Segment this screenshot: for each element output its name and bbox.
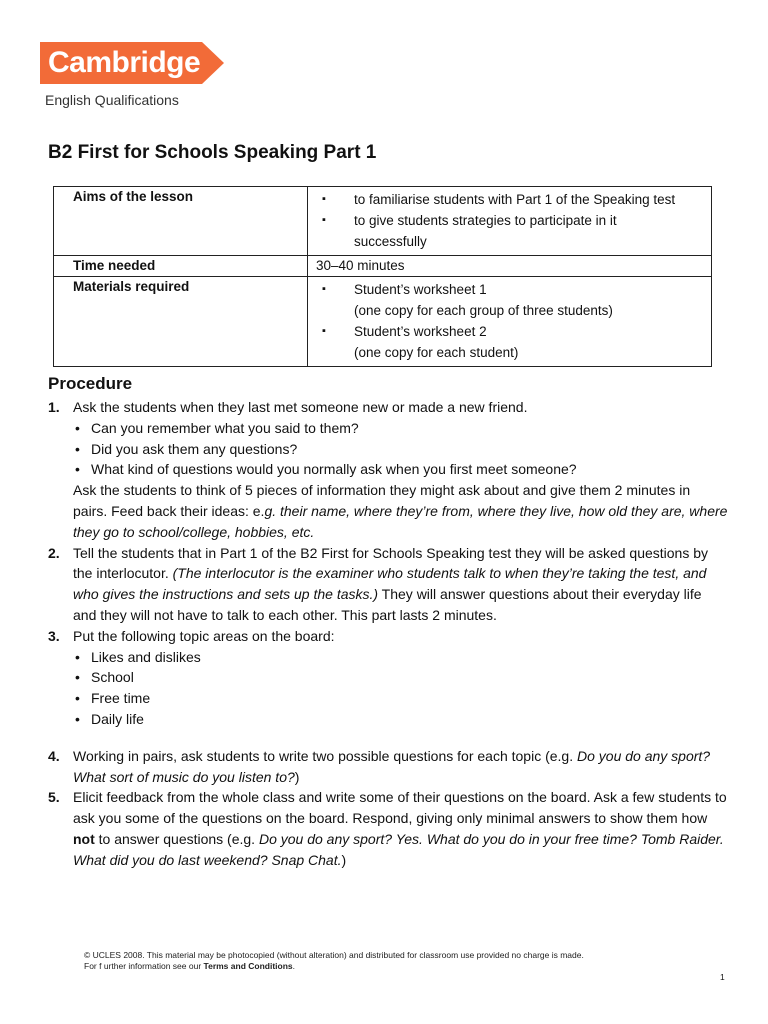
step-2-text-a: Tell the students that in Part 1 of the B2 First for Schools Speaking test they will be asked questions by the interlocutor. — [73, 544, 709, 582]
materials-row — [54, 277, 712, 367]
step-3-intro: Put the following topic areas on the board: — [73, 627, 335, 644]
aims-row — [54, 187, 712, 256]
procedure-steps — [48, 397, 728, 871]
step-4-text-a: Working in pairs, ask students to write two possible questions for each topic (e.g. — [73, 747, 577, 764]
list-item: • Can you remember what you said to them? — [73, 418, 728, 439]
step-2-note: (The interlocutor is the examiner who students talk to when they’re taking the test, and who gives the instructions and sets up the tasks.) — [73, 565, 707, 603]
step-2 — [48, 543, 728, 626]
step-5-text-e: ) — [341, 851, 347, 868]
list-item: • Did you ask them any questions? — [73, 439, 728, 460]
logo-badge — [40, 42, 202, 84]
time-row — [54, 256, 712, 277]
procedure-heading: Procedure — [48, 374, 133, 393]
spacer — [48, 730, 728, 746]
materials-label: Materials required — [54, 277, 308, 367]
step-1-text: Ask the students to think of 5 pieces of information they might ask about and give them 2 minutes in pairs. Feed back their ideas: e. — [73, 482, 691, 519]
step-1-intro: Ask the students when they last met someone new or made a new friend. — [73, 399, 528, 415]
list-item: • School — [73, 667, 728, 688]
materials-item: ▪ Student’s worksheet 2 — [316, 321, 705, 342]
list-item: • Likes and dislikes — [73, 647, 728, 668]
aims-item-continued: successfully — [354, 234, 427, 249]
copyright-footer — [84, 950, 584, 972]
step-number: 2. — [48, 544, 60, 561]
materials-item: ▪ Student’s worksheet 1 — [316, 279, 705, 300]
step-5 — [48, 787, 728, 870]
page-title: B2 First for Schools Speaking Part 1 — [48, 142, 377, 163]
step-1 — [48, 397, 728, 543]
materials-value — [308, 277, 712, 367]
step-5-paragraph — [73, 787, 728, 870]
step-5-emphasis: not — [73, 830, 95, 847]
step-number: 4. — [48, 747, 60, 764]
lesson-info-table — [53, 186, 712, 367]
footer-text: For f urther information see our — [84, 961, 204, 971]
aims-item: ▪ to give students strategies to participate in it — [316, 210, 705, 231]
page-number: 1 — [720, 972, 725, 982]
step-3 — [48, 626, 728, 730]
step-number: 1. — [48, 399, 60, 415]
footer-line-2 — [84, 961, 584, 972]
list-item: • Free time — [73, 688, 728, 709]
list-item: • What kind of questions would you normally ask when you first meet someone? — [73, 459, 728, 480]
step-number: 5. — [48, 789, 60, 806]
time-label: Time needed — [54, 256, 308, 277]
footer-line-1: © UCLES 2008. This material may be photocopied (without alteration) and distributed for classroom use provided no charge is made. — [84, 950, 584, 960]
brand-name: Cambridge — [48, 46, 201, 79]
cambridge-logo — [40, 42, 202, 108]
step-4-paragraph — [73, 746, 728, 788]
step-5-text-c: to answer questions (e.g. — [94, 830, 259, 847]
aims-label: Aims of the lesson — [54, 187, 308, 256]
brand-subtitle: English Qualifications — [45, 92, 179, 108]
aims-item: ▪ to familiarise students with Part 1 of the Speaking test — [316, 189, 705, 210]
terms-link[interactable]: Terms and Conditions — [203, 961, 293, 971]
step-1-paragraph — [73, 480, 728, 542]
step-5-examples: Do you do any sport? Yes. What do you do in your free time? Tomb Raider. What did you do last weekend? Snap Chat. — [73, 830, 724, 868]
step-2-paragraph — [73, 543, 728, 626]
step-2-text-c: They will answer questions about their everyday life and they will not have to talk to each other. This part lasts 2 minutes. — [73, 586, 702, 623]
time-value: 30–40 minutes — [308, 256, 712, 277]
list-item: • Daily life — [73, 709, 728, 730]
aims-value — [308, 187, 712, 256]
footer-period: . — [292, 961, 296, 971]
materials-note: (one copy for each group of three students) — [354, 303, 613, 318]
step-4-text-c: ) — [294, 768, 300, 785]
step-1-examples: g. their name, where they’re from, where they live, how old they are, where they go to school/college, hobbies, etc. — [73, 502, 728, 540]
step-number: 3. — [48, 627, 60, 644]
materials-note: (one copy for each student) — [354, 345, 519, 360]
step-4 — [48, 746, 728, 788]
step-5-text-a: Elicit feedback from the whole class and write some of their questions on the board. Ask a few students to ask you some of the questions on the board. Respond, giving only minimal answers to show them how — [73, 789, 727, 827]
step-4-examples: Do you do any sport? What sort of music do you listen to? — [73, 747, 711, 785]
